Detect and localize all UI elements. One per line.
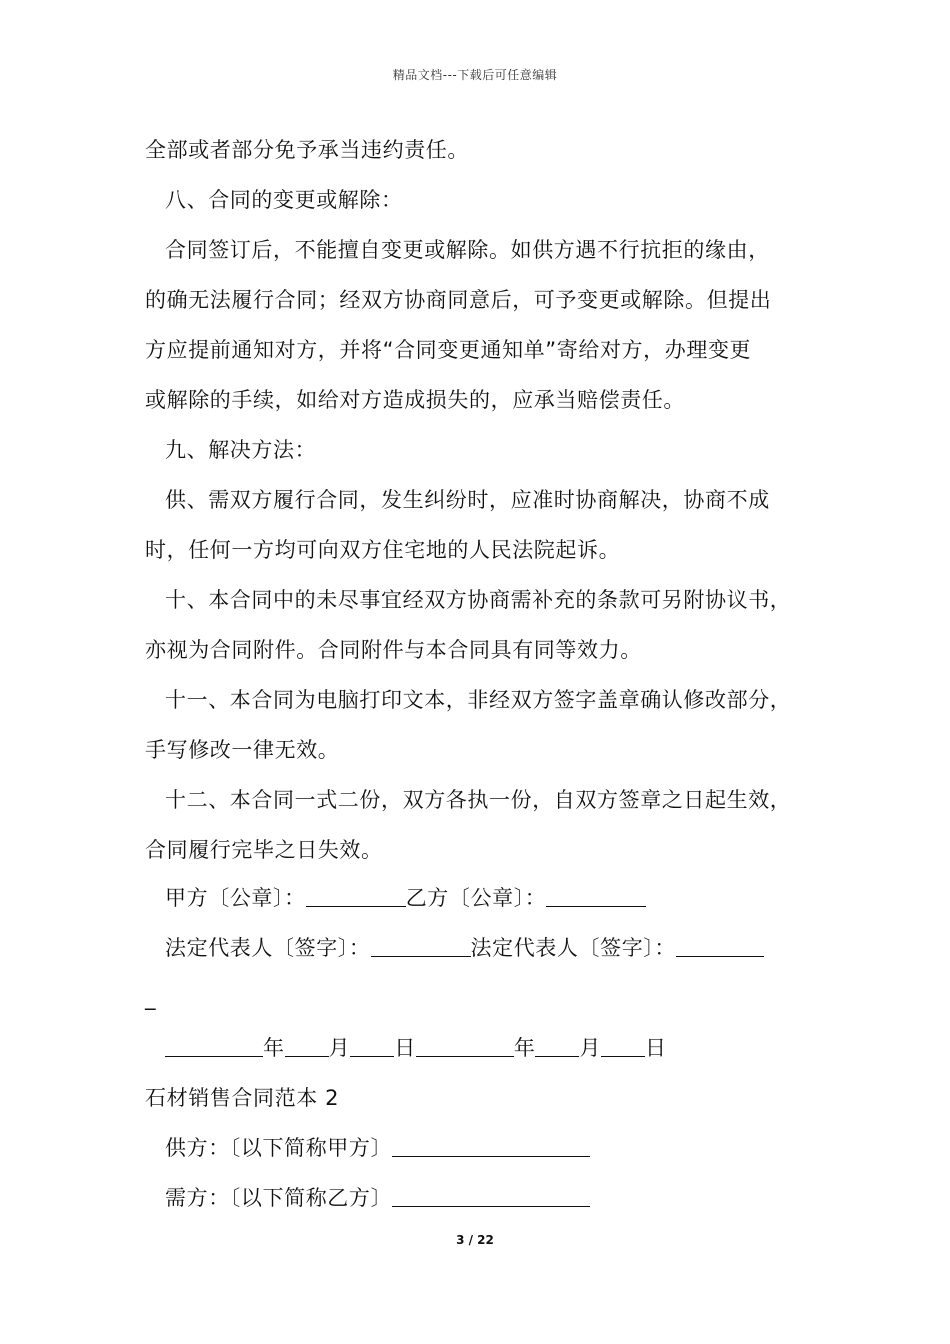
paragraph-line: 十一、本合同为电脑打印文本，非经双方签字盖章确认修改部分， [165,688,792,712]
supplier-blank [392,1136,590,1157]
paragraph-line: 的确无法履行合同；经双方协商同意后，可予变更或解除。但提出 [145,288,772,312]
buyer-blank [392,1186,590,1207]
representative-signature-row [165,934,764,962]
buyer-label: 需方：〔以下简称乙方〕 [165,1186,393,1210]
date-a-year: 年 [263,1036,285,1060]
paragraph-line: 供、需双方履行合同，发生纠纷时，应准时协商解决，协商不成 [165,488,770,512]
party-a-rep-label: 法定代表人〔签字〕： [165,936,371,960]
paragraph-line: 或解除的手续，如给对方造成损失的，应承当赔偿责任。 [145,388,685,412]
date-b-month-blank [535,1036,579,1057]
date-a-blank [165,1036,263,1057]
party-b-rep-label: 法定代表人〔签字〕： [470,936,676,960]
buyer-row [165,1184,590,1212]
section-heading-9: 九、解决方法： [165,438,317,462]
date-a-month-blank [285,1036,329,1057]
party-seal-row [165,884,646,912]
page-number: 3 / 22 [456,1233,494,1247]
date-b-day: 日 [645,1036,667,1060]
date-a-day-blank [350,1036,394,1057]
party-b-seal-label: 乙方〔公章〕： [405,886,547,910]
date-b-day-blank [601,1036,645,1057]
paragraph-line: 手写修改一律无效。 [145,738,340,762]
paragraph-line: 方应提前通知对方，并将“合同变更通知单”寄给对方，办理变更 [145,338,752,362]
date-row [165,1034,667,1062]
paragraph-line: 合同履行完毕之日失效。 [145,838,383,862]
party-a-seal-blank [306,886,406,907]
date-a-month: 月 [328,1036,351,1060]
date-b-month: 月 [579,1036,602,1060]
supplier-row [165,1134,590,1162]
party-b-seal-blank [546,886,646,907]
date-a-day: 日 [394,1036,416,1060]
paragraph-line: 亦视为合同附件。合同附件与本合同具有同等效力。 [145,638,642,662]
party-a-rep-blank [371,936,471,957]
supplier-label: 供方：〔以下简称甲方〕 [165,1136,393,1160]
wrapped-underscore: _ [145,986,157,1010]
paragraph-line: 合同签订后，不能擅自变更或解除。如供方遇不行抗拒的缘由， [165,238,770,262]
date-b-year: 年 [513,1036,536,1060]
paragraph-line: 十二、本合同一式二份，双方各执一份，自双方签章之日起生效， [165,788,792,812]
paragraph-line: 十、本合同中的未尽事宜经双方协商需补充的条款可另附协议书， [165,588,792,612]
party-b-rep-blank [676,936,764,957]
section-title: 石材销售合同范本 2 [145,1086,340,1110]
party-a-seal-label: 甲方〔公章〕： [165,886,306,910]
date-b-blank [416,1036,514,1057]
page-header: 精品文档---下载后可任意编辑 [392,68,558,82]
paragraph-line: 全部或者部分免予承当违约责任。 [145,138,469,162]
section-heading-8: 八、合同的变更或解除： [165,188,403,212]
paragraph-line: 时，任何一方均可向双方住宅地的人民法院起诉。 [145,538,621,562]
